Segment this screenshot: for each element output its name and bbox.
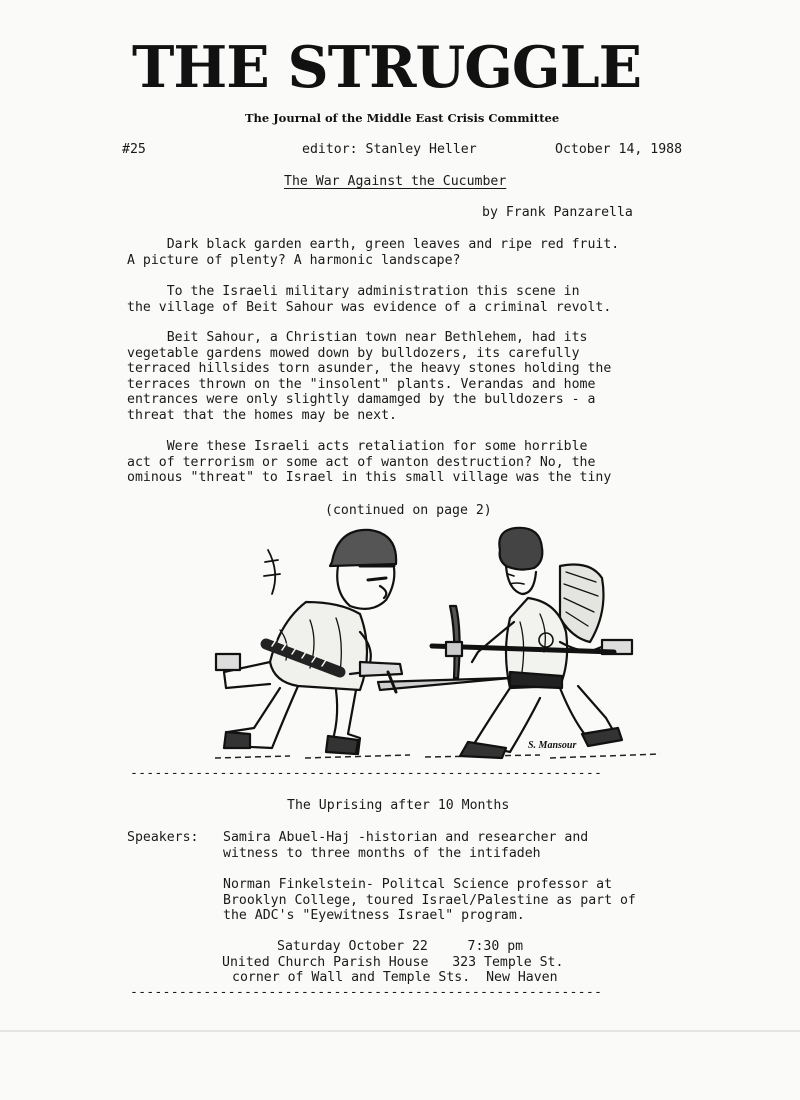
issue-number: #25 <box>122 142 146 157</box>
event-title: The Uprising after 10 Months <box>287 798 510 813</box>
speakers-label: Speakers: <box>127 830 199 845</box>
event-address: corner of Wall and Temple Sts. New Haven <box>232 970 558 985</box>
article-paragraph: Were these Israeli acts retaliation for some horrible act of terrorism or some act of wanton destruction? No, the ominous "threat" to Israel in this small village was the tiny <box>127 439 612 485</box>
farmer-figure <box>432 528 632 758</box>
speaker-entry: Norman Finkelstein- Politcal Science professor at Brooklyn College, toured Israel/Palestine as part of the ADC's "Eyewitness Israel" program. <box>223 877 636 923</box>
political-cartoon-illustration <box>210 522 665 767</box>
cartoon-signature: S. Mansour <box>528 740 577 751</box>
continued-note: (continued on page 2) <box>325 503 492 518</box>
page-edge <box>0 1030 800 1032</box>
issue-date: October 14, 1988 <box>555 142 683 157</box>
article-paragraph: Beit Sahour, a Christian town near Bethlehem, had its vegetable gardens mowed down by bulldozers, its carefully terraced hillsides torn asunder, the heavy stones holding the terraces thrown on the "insolent" plants. Verandas and home entrances were only slightly damamged by the bulldozers - a threat that the homes may be next. <box>127 330 612 423</box>
section-divider: ---------------------------------------------------------- <box>130 766 603 781</box>
article-headline: The War Against the Cucumber <box>284 174 507 189</box>
masthead-subtitle: The Journal of the Middle East Crisis Committee <box>245 111 560 125</box>
article-paragraph: To the Israeli military administration this scene in the village of Beit Sahour was evidence of a criminal revolt. <box>127 284 612 315</box>
masthead-title: THE STRUGGLE <box>132 34 642 101</box>
speaker-entry: Samira Abuel-Haj -historian and researcher and witness to three months of the intifadeh <box>223 830 589 861</box>
editor-line: editor: Stanley Heller <box>302 142 477 157</box>
soldier-figure <box>216 530 510 754</box>
section-divider: ---------------------------------------------------------- <box>130 985 603 1000</box>
event-time: Saturday October 22 7:30 pm <box>277 939 524 954</box>
event-location: United Church Parish House 323 Temple St. <box>222 955 564 970</box>
article-paragraph: Dark black garden earth, green leaves and ripe red fruit. A picture of plenty? A harmonic landscape? <box>127 237 620 268</box>
article-byline: by Frank Panzarella <box>482 205 633 220</box>
